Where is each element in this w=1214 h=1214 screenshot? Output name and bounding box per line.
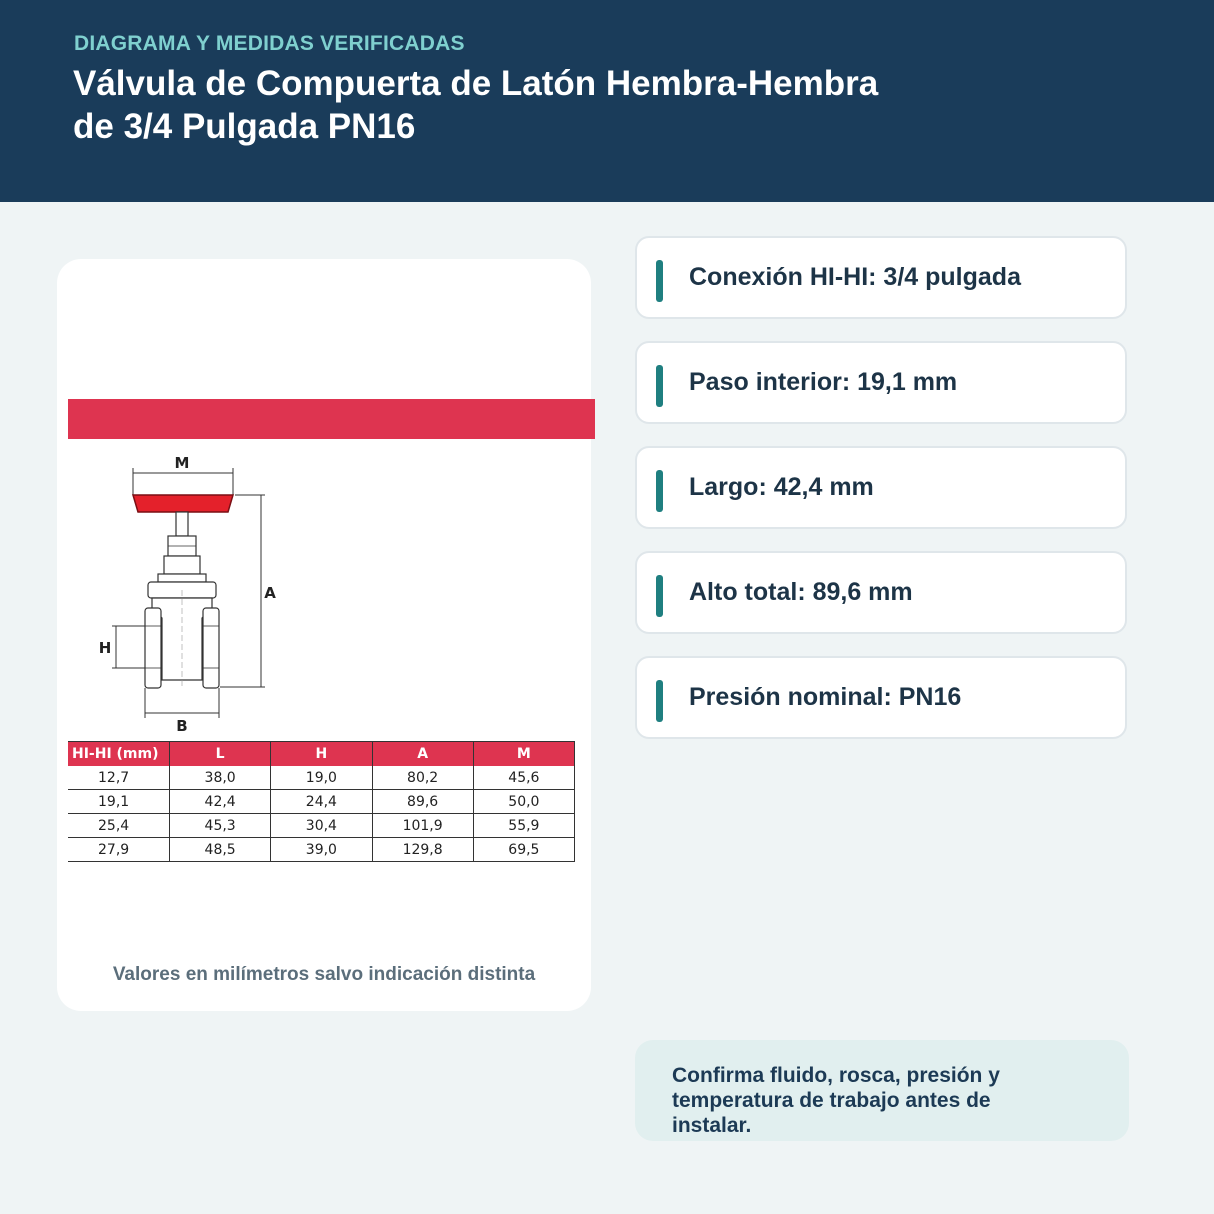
dimensions-table [68,741,575,862]
table-cell: 39,0 [271,838,372,862]
table-cell: 45,6 [473,766,574,790]
spec-text: Paso interior: 19,1 mm [689,368,958,396]
install-callout [635,1040,1129,1141]
dim-label-m: M [174,454,190,472]
table-cell: 24,4 [271,790,372,814]
table-row [68,766,575,790]
table-header-cell: M [473,742,574,767]
table-cell: 45,3 [170,814,271,838]
table-cell: 19,1 [68,790,170,814]
spec-accent-bar [656,365,663,407]
header-eyebrow: DIAGRAMA Y MEDIDAS VERIFICADAS [74,32,465,55]
table-cell: 69,5 [473,838,574,862]
page-title [73,62,973,148]
table-header-cell: L [170,742,271,767]
units-note: Valores en milímetros salvo indicación distinta [112,964,536,985]
table-cell: 55,9 [473,814,574,838]
table-row [68,790,575,814]
table-header-cell: H [271,742,372,767]
table-row [68,838,575,862]
dim-label-h: H [98,639,112,657]
spec-card [635,236,1127,319]
spec-accent-bar [656,575,663,617]
title-line-2: de 3/4 Pulgada PN16 [73,107,416,146]
spec-card [635,446,1127,529]
spec-text: Conexión HI-HI: 3/4 pulgada [689,263,1021,291]
table-cell: 50,0 [473,790,574,814]
handwheel-icon [133,495,233,512]
spec-card [635,656,1127,739]
spec-text: Largo: 42,4 mm [689,473,874,501]
header-banner [0,0,1214,202]
spec-card [635,551,1127,634]
spec-text: Presión nominal: PN16 [689,683,962,711]
table-cell: 80,2 [372,766,473,790]
table-cell: 38,0 [170,766,271,790]
table-header-cell: HI-HI (mm) [68,742,170,767]
table-cell: 19,0 [271,766,372,790]
callout-text: Confirma fluido, rosca, presión y temperatura de trabajo antes de instalar. [672,1064,1000,1137]
table-cell: 129,8 [372,838,473,862]
spec-accent-bar [656,470,663,512]
table-cell: 27,9 [68,838,170,862]
dim-label-b: B [176,717,188,735]
table-row [68,814,575,838]
spec-accent-bar [656,260,663,302]
table-cell: 89,6 [372,790,473,814]
spec-text: Alto total: 89,6 mm [689,578,913,606]
title-line-1: Válvula de Compuerta de Latón Hembra-Hembra [73,64,879,103]
dim-label-a: A [264,584,276,602]
diagram-red-band [68,399,595,439]
table-cell: 101,9 [372,814,473,838]
table-cell: 30,4 [271,814,372,838]
table-cell: 48,5 [170,838,271,862]
table-header-row [68,742,575,767]
table-cell: 12,7 [68,766,170,790]
spec-card [635,341,1127,424]
valve-diagram [90,450,290,740]
spec-accent-bar [656,680,663,722]
table-cell: 42,4 [170,790,271,814]
table-header-cell: A [372,742,473,767]
table-cell: 25,4 [68,814,170,838]
